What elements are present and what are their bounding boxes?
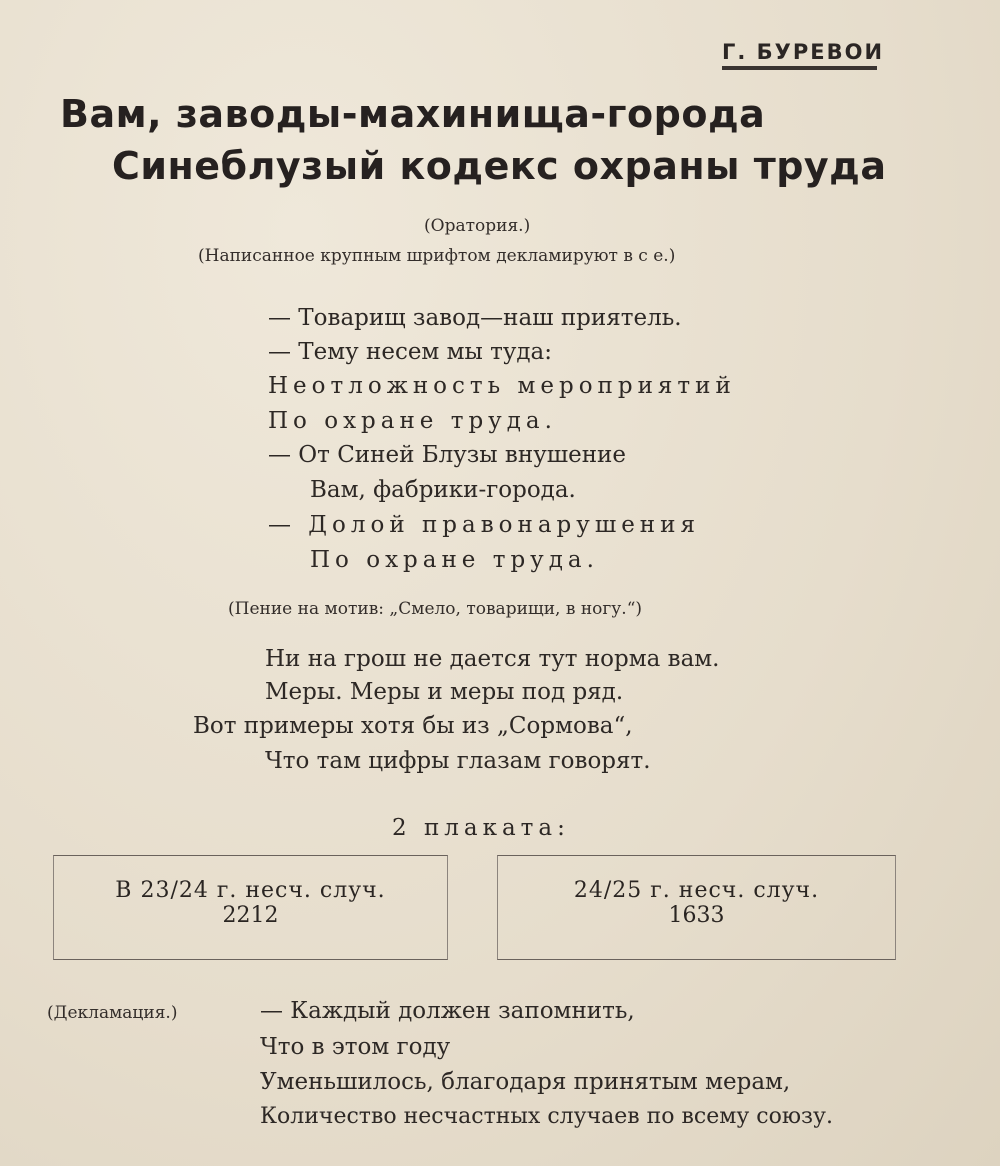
verse-line: Ни на грош не дается тут норма вам. — [265, 646, 720, 672]
genre-note: (Оратория.) — [424, 216, 531, 236]
performance-note: (Написанное крупным шрифтом декламируют в с е.) — [198, 246, 676, 266]
verse-line: — От Синей Блузы внушение — [268, 442, 626, 468]
verse-line: Что там цифры глазам говорят. — [265, 748, 651, 774]
verse-line: По охране труда. — [310, 547, 599, 573]
poster-2 — [497, 855, 896, 960]
verse-line: — Товарищ завод—наш приятель. — [268, 305, 682, 331]
verse-line: — Каждый должен запомнить, — [260, 998, 635, 1024]
verse-line: Что в этом году — [260, 1034, 451, 1060]
title-line-2: Синеблузый кодекс охраны труда — [112, 144, 887, 188]
title-line-1: Вам, заводы-махинища-города — [60, 92, 766, 136]
verse-line: Количество несчастных случаев по всему союзу. — [260, 1104, 833, 1129]
verse-line: Вам, фабрики-города. — [310, 477, 576, 503]
poster-label: В 23/24 г. несч. случ. — [115, 878, 386, 903]
singing-note: (Пение на мотив: „Смело, товарищи, в ногу.“) — [228, 599, 643, 619]
verse-line: Вот примеры хотя бы из „Сормова“, — [193, 713, 633, 739]
verse-line: — Долой правонарушения — [268, 512, 700, 538]
author-name: Г. БУРЕВОИ — [722, 40, 877, 70]
verse-line: Меры. Меры и меры под ряд. — [265, 679, 624, 705]
verse-line: Уменьшилось, благодаря принятым мерам, — [260, 1069, 791, 1095]
poster-value: 2212 — [222, 903, 279, 928]
verse-line: Неотложность мероприятий — [268, 373, 736, 399]
verse-line: — Тему несем мы туда: — [268, 339, 553, 365]
verse-line: По охране труда. — [268, 408, 557, 434]
poster-label: 24/25 г. несч. случ. — [573, 878, 820, 903]
poster-1 — [53, 855, 448, 960]
poster-value: 1633 — [668, 903, 725, 928]
declamation-note: (Декламация.) — [47, 1003, 178, 1023]
posters-heading: 2 плаката: — [392, 815, 570, 841]
